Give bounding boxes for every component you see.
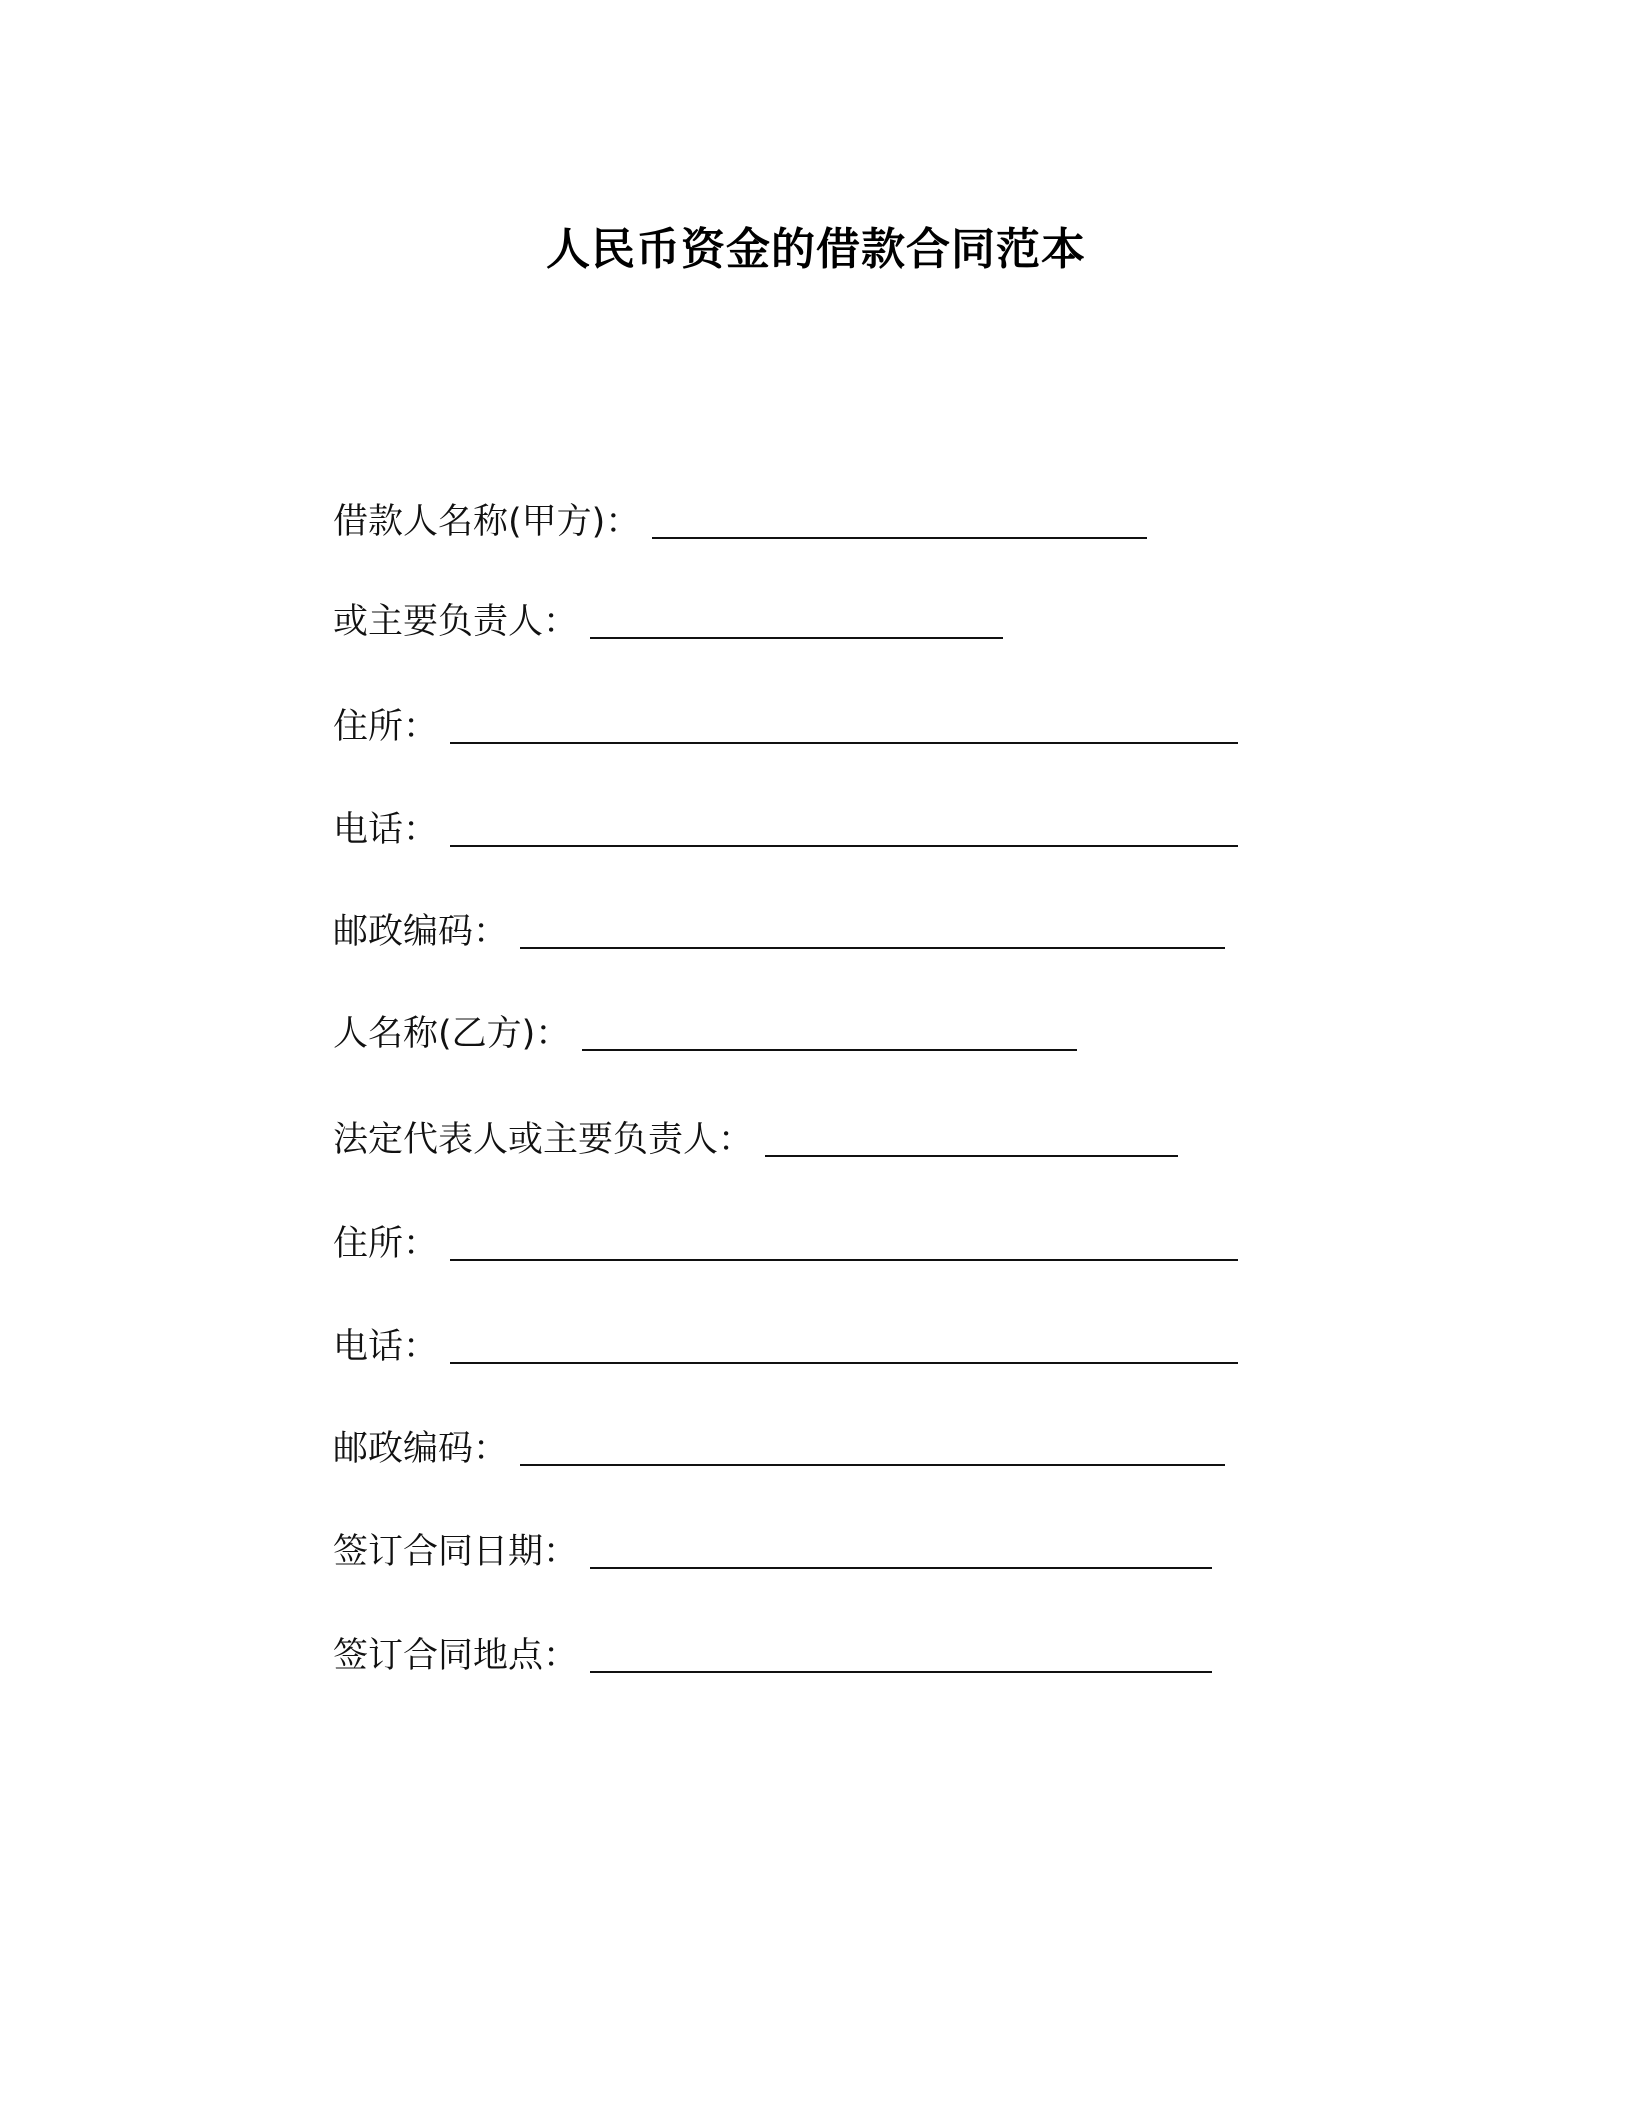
field-responsible-person	[333, 595, 1003, 646]
field-label: 签订合同地点：	[333, 1636, 579, 1676]
field-phone-b	[333, 1320, 1238, 1371]
blank-underline[interactable]	[652, 501, 1147, 539]
blank-underline[interactable]	[590, 1635, 1212, 1673]
field-label: 人名称(乙方)：	[333, 1014, 571, 1054]
blank-underline[interactable]	[590, 1531, 1212, 1569]
field-label: 邮政编码：	[333, 912, 509, 952]
field-phone-a	[333, 803, 1238, 854]
field-lender-name	[333, 1007, 1077, 1058]
document-title: 人民币资金的借款合同范本	[546, 224, 1086, 275]
blank-underline[interactable]	[765, 1119, 1178, 1157]
field-address-b	[333, 1217, 1238, 1268]
blank-underline[interactable]	[450, 1223, 1238, 1261]
blank-underline[interactable]	[450, 1326, 1238, 1364]
blank-underline[interactable]	[590, 601, 1003, 639]
field-borrower-name	[333, 495, 1147, 546]
field-legal-representative	[333, 1113, 1178, 1164]
field-label: 邮政编码：	[333, 1429, 509, 1469]
field-signing-date	[333, 1525, 1212, 1576]
field-label: 住所：	[333, 707, 439, 747]
blank-underline[interactable]	[450, 809, 1238, 847]
field-label: 电话：	[333, 810, 439, 850]
field-label: 电话：	[333, 1327, 439, 1367]
blank-underline[interactable]	[520, 1428, 1225, 1466]
field-label: 签订合同日期：	[333, 1532, 579, 1572]
blank-underline[interactable]	[582, 1013, 1077, 1051]
blank-underline[interactable]	[450, 706, 1238, 744]
field-label: 法定代表人或主要负责人：	[333, 1120, 754, 1160]
blank-underline[interactable]	[520, 911, 1225, 949]
field-address-a	[333, 700, 1238, 751]
field-postcode-b	[333, 1422, 1225, 1473]
field-label: 借款人名称(甲方)：	[333, 502, 641, 542]
field-signing-place	[333, 1629, 1212, 1680]
field-postcode-a	[333, 905, 1225, 956]
field-label: 住所：	[333, 1224, 439, 1264]
field-label: 或主要负责人：	[333, 602, 579, 642]
